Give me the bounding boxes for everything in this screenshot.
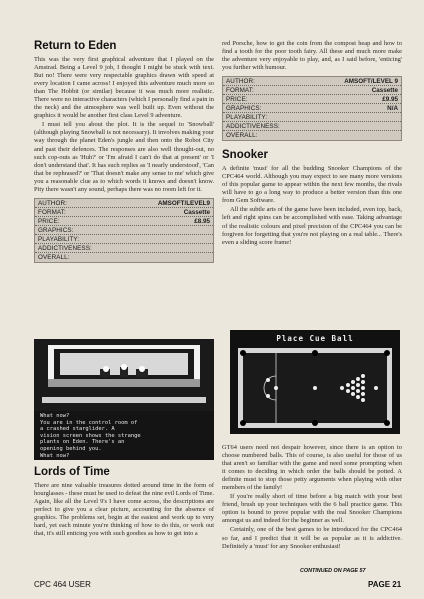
rating-row: PLAYABILITY: [35, 235, 213, 244]
snooker-game-screenshot [230, 330, 400, 434]
lords-continued-paragraph: red Porsche, how to get the coin from the compost heap and how to find a tooth for the poor tooth fairy. All these and much more make the adventure very enjoyable to play, and, as I said before, 'enticing' you further with humour. [222, 40, 402, 72]
eden-game-screenshot [34, 339, 214, 460]
lords-rating-box [222, 76, 402, 141]
article-title-snooker: Snooker [222, 149, 269, 162]
rating-row: PRICE: £8.95 [35, 217, 213, 226]
article-title-lords-of-time: Lords of Time [34, 466, 110, 478]
snooker-paragraph-3: GT64 users need not despair however, since there is an option to choose numbered balls. This of course, is also useful for those of us that aren't so familiar with the game and need some prompting when it comes to deciding in which order the balls should be potted. A definite must to stop those petty arguments when playing with other members of the family! [222, 444, 402, 492]
article-title-return-to-eden: Return to Eden [34, 40, 117, 52]
continued-on-page-note: CONTINUED ON PAGE 57 [300, 568, 366, 574]
rating-row: GRAPHICS: N/A [223, 104, 401, 113]
eden-screen-text: What now? You are in the control room of a crashed starglider. A vision screen shows the strange plants on Eden. There's an opening behind you. What now? [40, 413, 141, 459]
rating-row: ADDICTIVENESS: [35, 244, 213, 253]
page-number-footer: PAGE 21 [368, 580, 402, 589]
snooker-continued [222, 444, 402, 551]
rating-row: PRICE: £9.95 [223, 95, 401, 104]
left-column [34, 40, 214, 263]
rating-row: PLAYABILITY: [223, 113, 401, 122]
rating-row: AUTHOR: AMSOFT/LEVEL 9 [223, 77, 401, 86]
eden-paragraph-1: This was the very first graphical adventure that I played on the Amstrad. Being a Level 9 job, I thought I might be stuck with text. But no! There were very respectable graphics drawn with speed at every location I came across! I enjoyed this adventure much more so than The Hobbit (or similar) because it was much more realistic. There were no interactive characters (which I personally find a pain in the neck) and the atmosphere was well built up. Even without the graphics it would be another first class Level 9 adventure. [34, 56, 214, 120]
rating-row: FORMAT: Cassette [223, 86, 401, 95]
rating-row: OVERALL: [38, 253, 70, 261]
magazine-name-footer: CPC 464 USER [34, 580, 91, 589]
snooker-table-graphic [230, 330, 400, 434]
rating-row: GRAPHICS: [35, 226, 213, 235]
snooker-paragraph-5: Certainly, one of the best games to be introduced for the CPC464 so far, and I predict that it will be as popular as it is addictive. Definitely a 'must' for any Snooker enthusiast! [222, 526, 402, 550]
snooker-screen-title: Place Cue Ball [276, 334, 354, 343]
lords-paragraph-1: There are nine valuable treasures dotted around time in the form of hourglasses - these must be used to defeat the nine evil Lords of Time. Again, like all the Level 9's I have come across, the descriptions are perfect to give you a clear picture, accounting for the absence of graphics. The problems set, begin at the easiest and work up to very hard, yet each minute you're thinking of how to do this, or work out that, it's still enticing you with such goodies as how to get into a [34, 482, 214, 538]
snooker-paragraph-2: All the subtle arts of the game have been included, even top, back, left and right spins can be accomplished with ease. Taking advantage of the realistic colours and pixel precision of the CPC464 you can be forgiven for forgetting that you're not playing on a real table... There's even a sliding score frame! [222, 206, 402, 246]
right-column [222, 40, 402, 247]
rating-row: FORMAT: Cassette [35, 208, 213, 217]
lords-of-time-section [34, 466, 214, 538]
starglider-control-room-graphic [34, 339, 214, 411]
eden-paragraph-2: I must tell you about the plot. It is the sequel to 'Snowball' (although playing Snowball is not necessary). It involves making your way through the planet Eden's jungle and then onto the Robot City and past their defences. The responses are also well thought-out, no such cop-outs as 'Huh?' or 'I'm afraid I can't do that at present' or 'I don't understand that'. It has such replies as 'I nearly understood', 'Can that be rephrased?' or 'That doesn't make any sense to me' which give you a reasonable clue as to which words it knows and doesn't know. Pity there wasn't any sound, perhaps there was no room left for it. [34, 121, 214, 193]
snooker-paragraph-4: If you're really short of time before a big match with your best friend, brush up your techniques with the 6 ball practice game. This option is bound to prove popular with the real Snooker Champions amongst us and indeed for the beginner as well. [222, 493, 402, 525]
snooker-paragraph-1: A definite 'must' for all the budding Snooker Champions of the CPC464 world. Although you may expect to see many more versions of this popular game to appear within the next few months, the rivals will have to go a long way to produce a better version than this one from Gem Software. [222, 165, 402, 205]
rating-row: ADDICTIVENESS: [223, 122, 401, 131]
rating-row: AUTHOR: AMSOFT/LEVEL9 [35, 199, 213, 208]
eden-rating-box [34, 198, 214, 263]
rating-row: OVERALL: [226, 132, 258, 140]
